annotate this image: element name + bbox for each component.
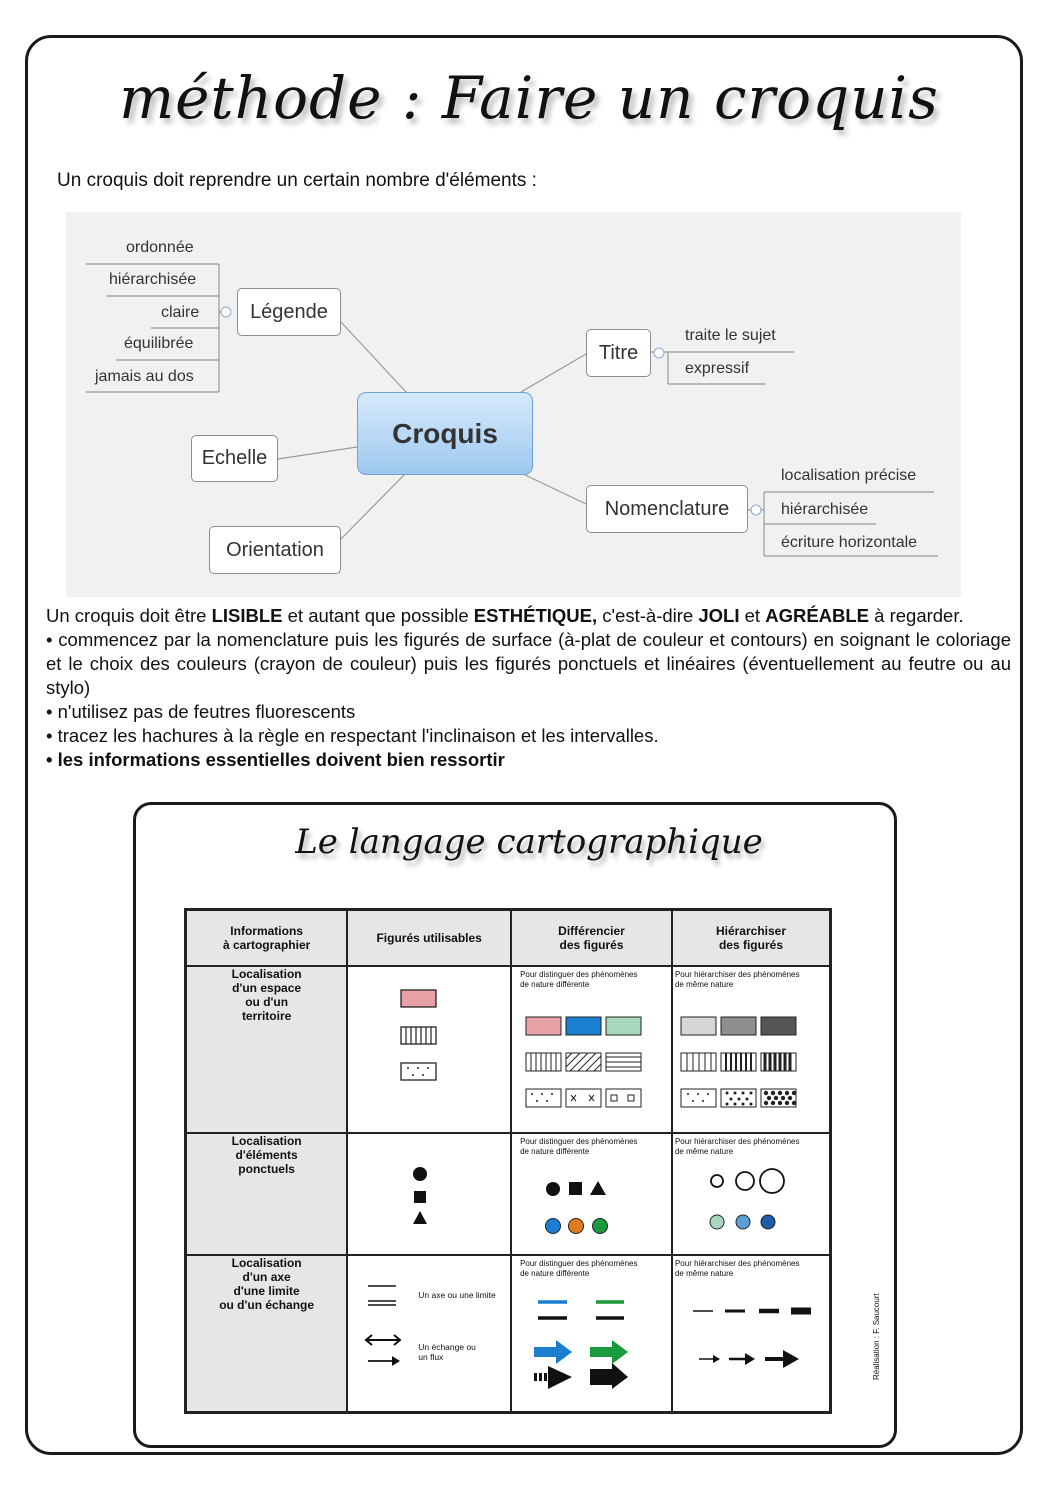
cell-axes-differencier xyxy=(511,1255,672,1413)
langage-title: Le langage cartographique xyxy=(295,822,763,862)
axe-label: Un axe ou une limite xyxy=(418,1290,496,1300)
page-title: méthode : Faire un croquis xyxy=(119,64,939,132)
intro-text: Un croquis doit reprendre un certain nombre d'éléments : xyxy=(57,170,537,191)
leaf-titre-2: expressif xyxy=(685,360,750,377)
leaf-nomenclature-2: hiérarchisée xyxy=(781,501,869,518)
rules-text-span: à regarder. xyxy=(869,605,964,626)
leaf-legende-5: jamais au dos xyxy=(95,368,194,385)
diff-note: Pour distinguer des phénomènes de nature différente xyxy=(520,1259,638,1278)
leaf-legende-1: ordonnée xyxy=(126,239,194,256)
mindmap xyxy=(66,212,961,597)
node-nomenclature: Nomenclature xyxy=(586,485,748,533)
leaf-titre-1: traite le sujet xyxy=(685,327,776,344)
cell-espace-figures xyxy=(347,966,511,1133)
keyword-lisible: LISIBLE xyxy=(211,605,283,626)
hier-note: Pour hiérarchiser des phénomènes de même nature xyxy=(674,1259,800,1278)
mindmap-central-node: Croquis xyxy=(357,392,533,475)
rules-text-span: Un croquis doit être xyxy=(46,605,212,626)
diff-note: Pour distinguer des phénomènes de nature différente xyxy=(520,1137,638,1156)
echange-label: Un échange ou un flux xyxy=(418,1342,476,1362)
header-hierarchiser: Hiérarchiser des figurés xyxy=(672,910,831,967)
cell-ponctuels-differencier xyxy=(511,1133,672,1255)
node-titre: Titre xyxy=(586,329,651,377)
header-informations: Informations à cartographier xyxy=(186,910,348,967)
row-axes-label: Localisation d'un axe d'une limite ou d'un échange xyxy=(186,1255,348,1413)
keyword-esthetique: ESTHÉTIQUE, xyxy=(473,605,598,626)
row-ponctuels-label: Localisation d'éléments ponctuels xyxy=(186,1133,348,1255)
node-orientation: Orientation xyxy=(209,526,341,574)
rules-text xyxy=(46,604,1011,772)
cell-ponctuels-hierarchiser xyxy=(672,1133,831,1255)
diff-note: Pour distinguer des phénomènes de nature différente xyxy=(520,970,638,989)
cell-axes-hierarchiser xyxy=(672,1255,831,1413)
rules-bullet-1: • commencez par la nomenclature puis les figurés de surface (à-plat de couleur et contours) en soignant le coloriage et le choix des couleurs (crayon de couleur) puis les figurés ponctuels et linéaires (éventuellement au feutre ou au stylo) xyxy=(46,629,1011,698)
rules-paragraph-1 xyxy=(46,604,1011,628)
rules-bullet-2: • n'utilisez pas de feutres fluorescents xyxy=(46,701,356,722)
credit-text: Réalisation : F. Saucourt xyxy=(872,1293,881,1380)
cell-espace-differencier xyxy=(511,966,672,1133)
axes-figures-symbols xyxy=(348,1256,508,1406)
leaf-legende-3: claire xyxy=(161,304,200,321)
rules-bullet-4: • les informations essentielles doivent bien ressortir xyxy=(46,749,505,770)
node-echelle: Echelle xyxy=(191,435,278,482)
rules-text-span: c'est-à-dire xyxy=(597,605,699,626)
node-legende: Légende xyxy=(237,288,341,336)
langage-table xyxy=(184,908,832,1414)
header-differencier: Différencier des figurés xyxy=(511,910,672,967)
espace-differencier-swatches xyxy=(512,967,670,1127)
leaf-nomenclature-1: localisation précise xyxy=(781,467,917,484)
espace-hierarchiser-swatches xyxy=(673,967,829,1127)
hier-note: Pour hiérarchiser des phénomènes de même nature xyxy=(674,1137,800,1156)
cell-ponctuels-figures xyxy=(347,1133,511,1255)
cell-espace-hierarchiser xyxy=(672,966,831,1133)
cell-axes-figures xyxy=(347,1255,511,1413)
leaf-legende-2: hiérarchisée xyxy=(109,271,197,288)
leaf-nomenclature-3: écriture horizontale xyxy=(781,534,918,551)
ponctuels-figures-symbols xyxy=(348,1134,508,1249)
row-espace-label: Localisation d'un espace ou d'un territoire xyxy=(186,966,348,1133)
keyword-joli: JOLI xyxy=(698,605,740,626)
leaf-legende-4: équilibrée xyxy=(124,335,194,352)
hier-note: Pour hiérarchiser des phénomènes de même nature xyxy=(674,970,800,989)
espace-figures-swatches xyxy=(348,967,508,1127)
rules-text-span: et autant que possible xyxy=(282,605,474,626)
header-figures: Figurés utilisables xyxy=(347,910,511,967)
rules-bullet-3: • tracez les hachures à la règle en respectant l'inclinaison et les intervalles. xyxy=(46,725,659,746)
keyword-agreable: AGRÉABLE xyxy=(765,605,870,626)
rules-text-span: et xyxy=(739,605,766,626)
